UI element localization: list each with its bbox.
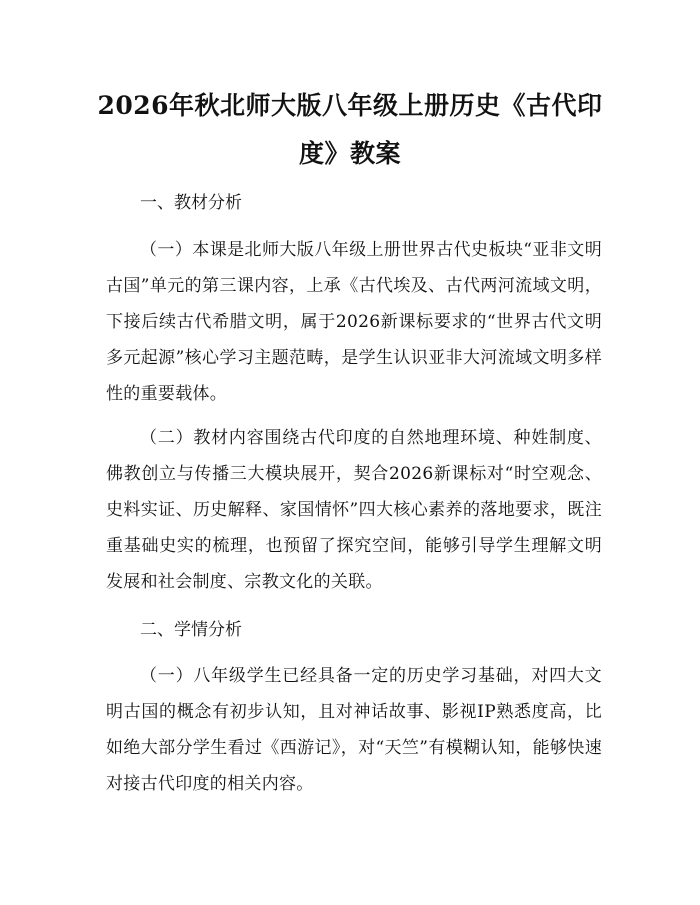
paragraph: （二）教材内容围绕古代印度的自然地理环境、种姓制度、佛教创立与传播三大模块展开，契合2026新课标对“时空观念、史料实证、历史解释、家国情怀”四大核心素养的落地要求，既注重基础史实的梳理，也预留了探究空间，能够引导学生理解文明发展和社会制度、宗教文化的关联。 [106, 428, 602, 592]
document-title: 2026年秋北师大版八年级上册历史《古代印度》教案 [97, 91, 603, 168]
section-heading-textbook-analysis: 一、教材分析 [140, 193, 242, 213]
paragraph: （一）本课是北师大版八年级上册世界古代史板块“亚非文明古国”单元的第三课内容，上承《古代埃及、古代两河流域文明，下接后续古代希腊文明，属于2026新课标要求的“世界古代文明多元起源”核心学习主题范畴，是学生认识亚非大河流域文明多样性的重要载体。 [106, 240, 602, 404]
paragraph: （一）八年级学生已经具备一定的历史学习基础，对四大文明古国的概念有初步认知，且对神话故事、影视IP熟悉度高，比如绝大部分学生看过《西游记》，对“天竺”有模糊认知，能够快速对接古代印度的相关内容。 [106, 666, 602, 794]
section-heading-student-analysis: 二、学情分析 [140, 620, 242, 640]
